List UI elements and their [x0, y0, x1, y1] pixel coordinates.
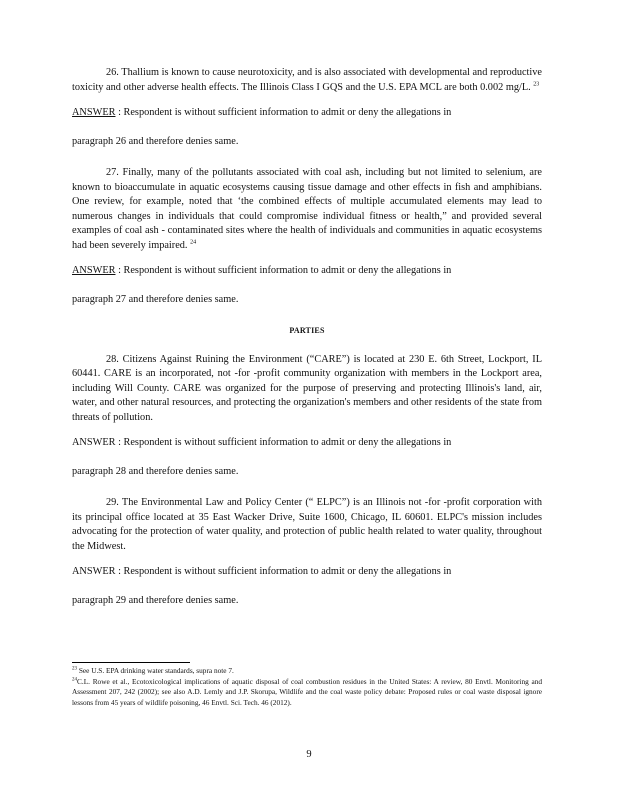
footnote-text: See U.S. EPA drinking water standards, supra note 7.	[78, 666, 234, 675]
answer-label: ANSWER	[72, 107, 116, 118]
footnote-mark: 24	[72, 677, 77, 683]
answer-label: ANSWER	[72, 265, 116, 276]
answer-26-line2: paragraph 26 and therefore denies same.	[72, 135, 239, 147]
footnote-mark: 23	[72, 666, 77, 672]
footnote-23	[72, 666, 542, 677]
paragraph-26-text: 26. Thallium is known to cause neurotoxicity, and is also associated with developmental and reproductive toxicity and other adverse health effects. The Illinois Class I GQS and the U.S. EPA MCL are both 0.002 mg/L.	[72, 67, 542, 93]
answer-label: ANSWER	[72, 566, 116, 577]
footnote-divider	[72, 662, 190, 663]
footnotes	[72, 666, 542, 708]
paragraph-29: 29. The Environmental Law and Policy Center (“ ELPC”) is an Illinois not -for -profit corporation with its principal office located at 35 East Wacker Drive, Suite 1600, Chicago, IL 60601. ELPC's mission includes advocating for the protection of water quality, and protection of public health related to water quality, throughout the Midwest.	[72, 497, 542, 552]
paragraph-27-text: 27. Finally, many of the pollutants associated with coal ash, including but not limited to selenium, are known to bioaccumulate in aquatic ecosystems causing tissue damage and other effects in fish and amphibians. One review, for example, noted that ‘the combined effects of multiple accumulated elements may lead to numerous changes in individuals that could compromise individual fitness or health,” and provided several examples of coal ash - contaminated sites where the health of individuals and communities in aquatic ecosystems had been severely impaired.	[72, 167, 542, 251]
footnote-ref-24: 24	[190, 239, 197, 246]
answer-28-line1	[72, 436, 542, 451]
answer-28-line2: paragraph 28 and therefore denies same.	[72, 465, 239, 477]
answer-label: ANSWER	[72, 437, 116, 448]
paragraph-28: 28. Citizens Against Ruining the Environment (“CARE”) is located at 230 E. 6th Street, Lockport, IL 60441. CARE is an incorporated, not -for -profit community organization with members in the Lockport area, including Will County. CARE was organized for the purpose of preserving and protecting Illinois's land, air, water, and other natural resources, and protecting the organization's members and other residents of the state from threats of pollution.	[72, 353, 542, 423]
section-heading-parties: PARTIES	[289, 326, 325, 335]
footnote-text: C.L. Rowe et al., Ecotoxicological implications of aquatic disposal of coal combustion residues in the United States: A review, 80 Envtl. Monitoring and Assessment 207, 242 (2002); see also A.D. Lemly and J.P. Skorupa, Wildlife and the coal waste policy debate: Proposed rules or coal waste disposal ignore lessons from 45 years of wildlife poisoning, 46 Envtl. Sci. Tech. 46 (2012).	[72, 676, 542, 707]
document-body	[72, 66, 542, 625]
answer-29-line1	[72, 565, 542, 580]
paragraph-26	[72, 66, 542, 95]
answer-27-line2: paragraph 27 and therefore denies same.	[72, 293, 239, 305]
answer-text: : Respondent is without sufficient information to admit or deny the allegations in	[118, 437, 452, 448]
answer-text: : Respondent is without sufficient information to admit or deny the allegations in	[118, 107, 452, 118]
answer-29-line2: paragraph 29 and therefore denies same.	[72, 594, 239, 606]
answer-text: : Respondent is without sufficient information to admit or deny the allegations in	[118, 566, 452, 577]
footnote-24	[72, 677, 542, 709]
answer-27-line1	[72, 264, 542, 279]
answer-26-line1	[72, 106, 542, 121]
paragraph-27	[72, 166, 542, 253]
page-number: 9	[306, 749, 312, 760]
footnote-ref-23: 23	[533, 81, 540, 88]
answer-text: : Respondent is without sufficient information to admit or deny the allegations in	[118, 265, 452, 276]
